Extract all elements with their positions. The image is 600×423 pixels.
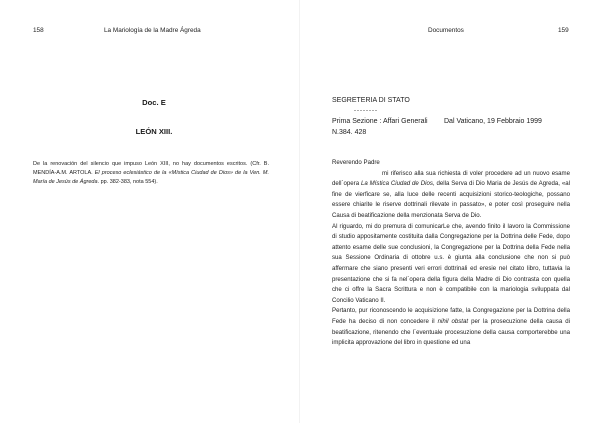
letter-place-date: Dal Vaticano, 19 Febbraio 1999 (444, 118, 542, 125)
right-page (300, 0, 600, 423)
document-subtitle: LEÓN XIII. (135, 127, 173, 136)
letter-meta (332, 117, 582, 127)
right-page-number: 159 (558, 27, 569, 34)
p1-text-b: , della Serva di Dio Maria de Jesús de Agreda, «al fine de vierficare se, alla luce delle recenti acquisizioni storico-teologiche, possano essere chiarite le riserve dottrinali rilevate in passato», e poter così proseguire nella Causa di beatificazione della menzionata Serva de Dio. (332, 180, 570, 219)
letter-protocol: N.384. 428 (332, 129, 367, 136)
letter-paragraph-3 (332, 306, 570, 348)
right-running-title: Documentos (428, 27, 464, 34)
letter-section: Prima Sezione : Affari Generali (332, 118, 428, 125)
letter-paragraph-2: Al riguardo, mi do premura di comunicarLe che, avendo finito il lavoro la Commissione di studio appositamente costituita dalla Congregazione per la Dottrina delle Fede, dopo attento esame delle sue conclusioni, la Congregazione per la Dottrina della Fede nella sua Sessione Ordinaria di ottobre u.s. è giunta alla conclusione che non si può affermare che siano presenti veri errori dottrinali ed eresie nel citato libro, tuttavia la presentazione che si fa nel´opera della figura della Madre di Dio contrasta con quella che ci offre la Sacra Scrittura e non è compatibile con la mariologia sviluppata dal Concilio Vaticano II. (332, 222, 570, 304)
p3-italic: nihil obstat (437, 317, 469, 325)
left-running-title: La Mariología de la Madre Ágreda (104, 27, 201, 34)
letter-paragraph-1 (332, 169, 570, 222)
left-note (33, 160, 269, 187)
p1-text-a: mi riferisco alla sua richiesta di voler procedere ad un nuovo esame dell´opera (332, 169, 570, 188)
left-note-tail: . pp. 382-383, nota 554). (97, 179, 158, 185)
left-note-text: De la renovación del silencio que impuso León XIII, no hay documentos escritos. (Cfr. B. MENDÍA-A.M. ARTOLA. (33, 161, 269, 176)
left-note-italic: El proceso eclesiástico de la «Mística Ciudad de Dios» de la Ven. M. María de Jesús de Ágreda (33, 170, 269, 185)
left-page-number: 158 (33, 27, 44, 34)
p3-text-b: per la prosecuzione della causa di beatificazione, ritenendo che l´eventuale procesuzione della causa comporterebbe una implicita approvazione del libro in questione ed una (332, 317, 570, 347)
p1-italic: La Mística Ciudad de Dios (361, 180, 433, 188)
letter-office: SEGRETERIA DI STATO (332, 97, 410, 104)
p3-text-a: Pertanto, pur riconoscendo le acquisizione fatte, la Congregazione per la Dottrina della Fede ha deciso di non concedere il (332, 307, 570, 325)
letter-body (332, 158, 570, 349)
letter-salutation: Reverendo Padre (332, 159, 380, 166)
letter-separator: -------- (354, 108, 378, 114)
document-label: Doc. E (142, 98, 166, 107)
